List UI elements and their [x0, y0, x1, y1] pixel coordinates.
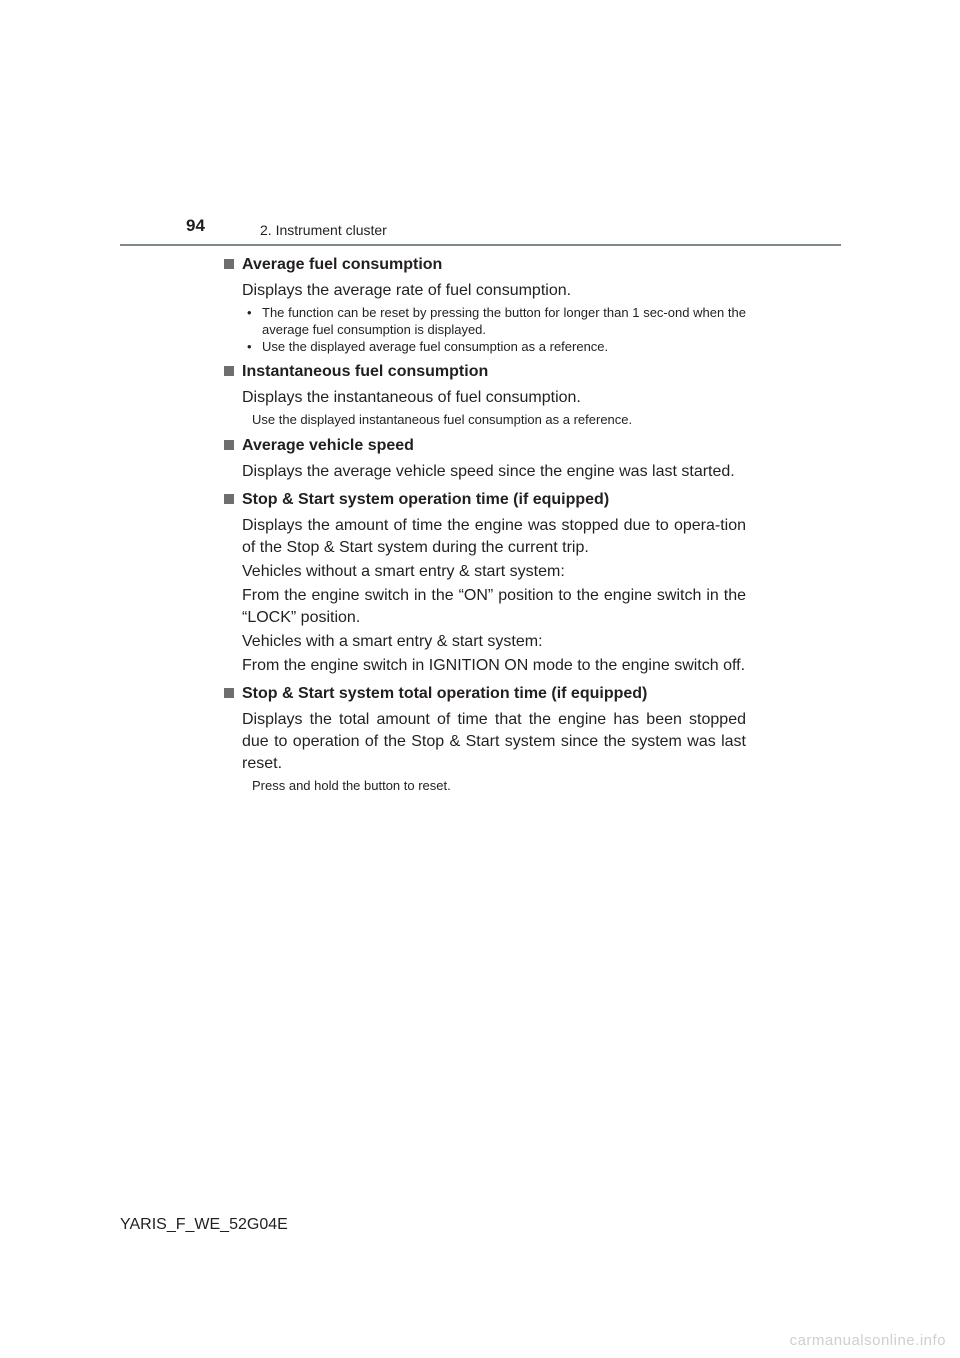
square-bullet-icon	[224, 366, 234, 376]
note	[242, 304, 746, 338]
item-stop-start-total-operation-time	[222, 683, 746, 795]
dot-bullet-icon: •	[247, 305, 252, 320]
item-title: Average vehicle speed	[242, 437, 414, 454]
item-description: Displays the average vehicle speed since the engine was last started.	[242, 463, 735, 480]
header-rule	[120, 244, 841, 246]
note	[242, 338, 746, 355]
note-text: Press and hold the button to reset.	[252, 778, 451, 793]
item-description: Vehicles without a smart entry & start system:	[242, 563, 565, 580]
square-bullet-icon	[224, 688, 234, 698]
item-title: Average fuel consumption	[242, 256, 443, 273]
square-bullet-icon	[224, 494, 234, 504]
watermark: carmanualsonline.info	[789, 1332, 946, 1349]
item-description: From the engine switch in IGNITION ON mode to the engine switch off.	[242, 657, 746, 674]
item-title: Stop & Start system operation time (if equipped)	[242, 491, 610, 508]
item-average-fuel-consumption	[222, 254, 746, 355]
item-description: Displays the total amount of time that the engine has been stopped due to operation of the Stop & Start system since the system was last reset.	[242, 711, 746, 772]
item-description: From the engine switch in the “ON” position to the engine switch in the “LOCK” position.	[242, 587, 746, 626]
note-text: Use the displayed average fuel consumption as a reference.	[262, 339, 609, 354]
footer-code: YARIS_F_WE_52G04E	[120, 1216, 288, 1233]
section-header: 2. Instrument cluster	[260, 222, 387, 238]
notes-list	[242, 304, 746, 355]
item-stop-start-operation-time	[222, 489, 746, 677]
dot-bullet-icon: •	[247, 339, 252, 354]
item-title: Stop & Start system total operation time (if equipped)	[242, 685, 648, 702]
square-bullet-icon	[224, 440, 234, 450]
item-description: Vehicles with a smart entry & start system:	[242, 633, 543, 650]
item-description: Displays the instantaneous of fuel consumption.	[242, 389, 581, 406]
note-text: Use the displayed instantaneous fuel consumption as a reference.	[252, 412, 633, 427]
note-text: The function can be reset by pressing the button for longer than 1 sec-ond when the average fuel consumption is displayed.	[262, 305, 746, 337]
item-description: Displays the amount of time the engine was stopped due to opera-tion of the Stop & Start system during the current trip.	[242, 517, 746, 556]
square-bullet-icon	[224, 259, 234, 269]
item-instantaneous-fuel-consumption	[222, 361, 746, 429]
item-description: Displays the average rate of fuel consumption.	[242, 282, 572, 299]
item-title: Instantaneous fuel consumption	[242, 363, 489, 380]
content	[222, 254, 746, 801]
item-average-vehicle-speed	[222, 435, 746, 483]
page-number: 94	[186, 216, 205, 235]
